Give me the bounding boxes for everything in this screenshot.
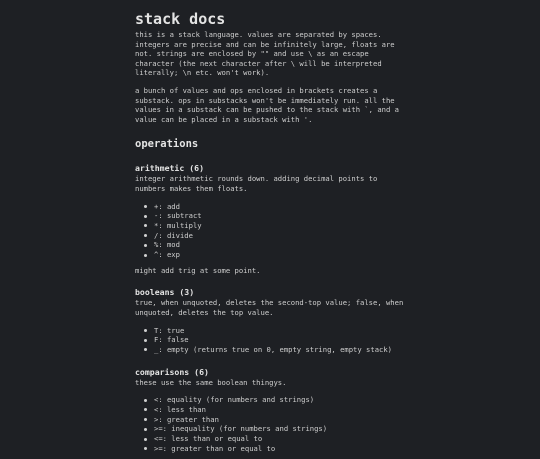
booleans-heading: booleans (3)	[135, 287, 195, 298]
list-item: >: greater than	[149, 415, 407, 425]
list-item: >=: inequality (for numbers and strings)	[149, 424, 407, 434]
booleans-description: true, when unquoted, deletes the second-top value; false, when unquoted, deletes the top value.	[135, 298, 404, 317]
comparisons-description: these use the same boolean thingys.	[135, 377, 287, 387]
list-item: T: true	[149, 326, 407, 336]
page-title: stack docs	[135, 10, 226, 28]
operations-heading: operations	[135, 138, 199, 151]
comparisons-section	[135, 367, 407, 454]
booleans-section	[135, 287, 407, 354]
list-item: +: add	[149, 202, 407, 212]
list-item: <: less than	[149, 405, 407, 415]
list-item: _: empty (returns true on 0, empty string, empty stack)	[149, 345, 407, 355]
list-item: <: equality (for numbers and strings)	[149, 395, 407, 405]
list-item: F: false	[149, 335, 407, 345]
arithmetic-list	[135, 202, 407, 260]
list-item: <=: less than or equal to	[149, 434, 407, 444]
arithmetic-description: integer arithmetic rounds down. adding decimal points to numbers makes them floats.	[135, 174, 378, 193]
comparisons-list	[135, 395, 407, 453]
list-item: *: multiply	[149, 221, 407, 231]
intro-paragraph-2: a bunch of values and ops enclosed in brackets creates a substack. ops in substacks won't be immediately run. all the values in a substack can be pushed to the stack with `, and a value can be placed in a substack with '.	[135, 85, 399, 124]
list-item: /: divide	[149, 231, 407, 241]
list-item: ^: exp	[149, 250, 407, 260]
arithmetic-heading: arithmetic (6)	[135, 163, 205, 174]
docs-page	[135, 10, 407, 459]
arithmetic-section	[135, 163, 407, 275]
arithmetic-note: might add trig at some point.	[135, 265, 261, 275]
booleans-list	[135, 326, 407, 355]
list-item: %: mod	[149, 240, 407, 250]
list-item: >=: greater than or equal to	[149, 444, 407, 454]
intro-paragraph-1: this is a stack language. values are separated by spaces. integers are precise and can be infinitely large, floats are not. strings are enclosed by "" and use \ as an escape character (the next character after \ will be interpreted literally; \n etc. won't work).	[135, 30, 395, 78]
comparisons-heading: comparisons (6)	[135, 366, 209, 377]
list-item: -: subtract	[149, 211, 407, 221]
